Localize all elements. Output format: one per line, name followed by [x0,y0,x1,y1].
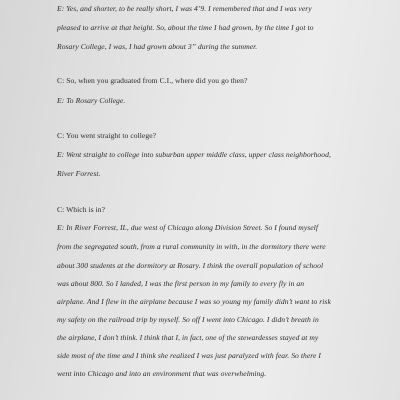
text-line: Rosary College, I was, I had grown about 3” during the summer. [57,42,258,51]
text-line: my safety on the railroad trip by myself. So off I went into Chicago. I didn’t breath in [57,315,319,324]
text-line: River Forrest. [57,169,101,178]
text-line: from the segregated south, from a rural community in with, in the dormitory there were [57,242,326,251]
text-line: E: Went straight to college into suburban upper middle class, upper class neighborhood, [57,150,331,159]
text-line: side most of the time and I think she realized I was just paralyzed with fear. So there I [57,351,321,360]
text-line: airplane. And I flew in the airplane because I was so young my family didn’t want to risk [57,297,331,306]
text-line: went into Chicago and into an environment that was overwhelming. [57,369,267,378]
text-line: E: In River Forrest, IL, due west of Chicago along Division Street. So I found myself [57,223,318,232]
text-line: E: Yes, and shorter, to be really short, I was 4’9. I remembered that and I was very [57,4,312,13]
text-line: about 300 students at the dormitory at Rosary. I think the overall population of school [57,261,324,270]
text-line: pleased to arrive at that height. So, about the time I had grown, by the time I got to [57,23,314,32]
text-line: C: Which is in? [57,205,106,214]
text-line: E: To Rosary College. [57,96,126,105]
text-line: was about 800. So I landed, I was the first person in my family to every fly in an [57,279,305,288]
text-line: the airplane, I don’t think. I think that I, in fact, one of the stewardesses stayed at my [57,333,319,342]
text-line: C: So, when you graduated from C.I., where did you go then? [57,76,248,85]
text-line: C: You went straight to college? [57,131,157,140]
